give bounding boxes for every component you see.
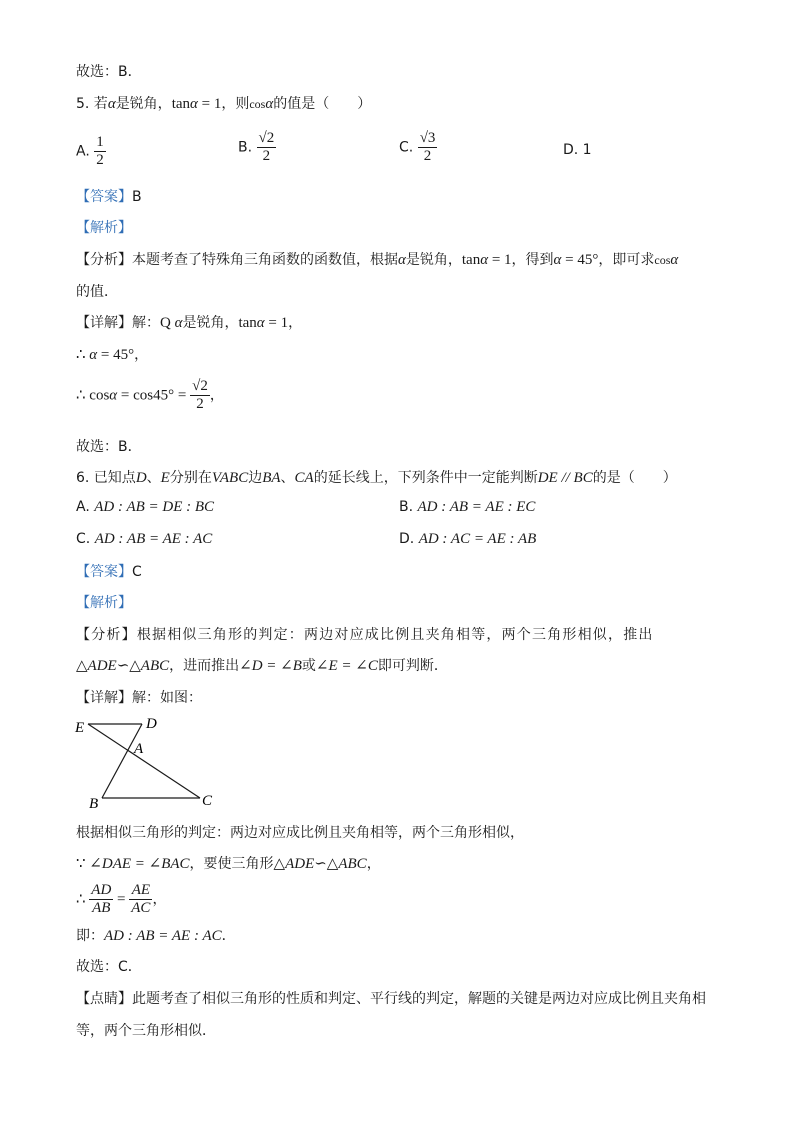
q5-option-b: B. $\frac{√2}{2}$ xyxy=(238,130,275,164)
segment-ec xyxy=(88,724,200,798)
fraction: $\frac{√2}{2}$ xyxy=(192,378,208,412)
q5-analysis: 【分析】本题考查了特殊角三角函数的函数值，根据α是锐角，tanα = 1，得到α = 45°，即可求cosα xyxy=(76,252,679,268)
q5-answer: 【答案】B xyxy=(76,189,142,205)
q6-option-a: A. AD : AB = DE : BC xyxy=(76,499,215,515)
q6-comment: 【点睛】此题考查了相似三角形的性质和判定、平行线的判定，解题的关键是两边对应成比例且夹角相 xyxy=(76,991,706,1007)
q6-comment-cont: 等，两个三角形相似． xyxy=(76,1023,216,1039)
q5-analysis-cont: 的值． xyxy=(76,284,118,300)
q4-conclusion: 故选：B． xyxy=(76,64,142,80)
q6-option-d: D. AD : AC = AE : AB xyxy=(399,531,537,547)
q5-detail: 【详解】解：Q α是锐角，tanα = 1， xyxy=(76,315,303,331)
q6-reason-1: 根据相似三角形的判定：两边对应成比例且夹角相等，两个三角形相似， xyxy=(76,825,524,841)
point-label-b: B xyxy=(89,796,99,812)
q6-detail: 【详解】解：如图： xyxy=(76,690,202,706)
q6-reason-4: 即：AD : AB = AE : AC． xyxy=(76,928,236,944)
point-label-e: E xyxy=(75,720,85,736)
q5-stem: 5. 若α是锐角，tanα = 1，则cosα的值是（ ） xyxy=(76,96,372,112)
q5-option-a: A. $\frac{1}{2}$ xyxy=(76,134,104,168)
q5-analysis-heading: 【解析】 xyxy=(76,220,132,236)
q6-analysis-cont: △ADE∽△ABC，进而推出∠D = ∠B或∠E = ∠C即可判断． xyxy=(76,658,448,674)
q5-option-c: C. $\frac{√3}{2}$ xyxy=(399,130,436,164)
q6-conclusion: 故选：C． xyxy=(76,959,142,975)
segment-db xyxy=(102,724,142,798)
q5-step-1: ∴ α = 45°， xyxy=(76,347,149,363)
fraction: $\frac{AE}{AC}$ xyxy=(131,882,151,916)
q6-option-c: C. AD : AB = AE : AC xyxy=(76,531,213,547)
q5-option-d: D. 1 xyxy=(563,142,592,158)
fraction: $\frac{√2}{2}$ xyxy=(258,130,275,164)
q6-analysis: 【分析】根据相似三角形的判定：两边对应成比例且夹角相等，两个三角形相似，推出 xyxy=(76,627,654,643)
triangle-diagram xyxy=(72,712,232,812)
q6-option-b: B. AD : AB = AE : EC xyxy=(399,499,536,515)
fraction: $\frac{1}{2}$ xyxy=(96,134,104,168)
point-label-a: A xyxy=(134,741,144,757)
q6-reason-2: ∵ ∠DAE = ∠BAC，要使三角形△ADE∽△ABC， xyxy=(76,856,381,872)
point-label-d: D xyxy=(146,716,157,732)
q6-analysis-heading: 【解析】 xyxy=(76,595,132,611)
q6-answer: 【答案】C xyxy=(76,564,142,580)
fraction: $\frac{AD}{AB}$ xyxy=(91,882,112,916)
q6-stem: 6. 已知点D、E分别在VABC边BA、CA的延长线上，下列条件中一定能判断DE // BC的是（ ） xyxy=(76,470,677,486)
point-label-c: C xyxy=(202,793,213,809)
q5-conclusion: 故选：B． xyxy=(76,439,142,455)
q5-step-2: ∴ cosα = cos45° = $\frac{√2}{2}$ ， xyxy=(76,378,224,412)
fraction: $\frac{√3}{2}$ xyxy=(419,130,436,164)
q6-reason-3: ∴ $\frac{AD}{AB}$ = $\frac{AE}{AC}$ ， xyxy=(76,882,167,916)
